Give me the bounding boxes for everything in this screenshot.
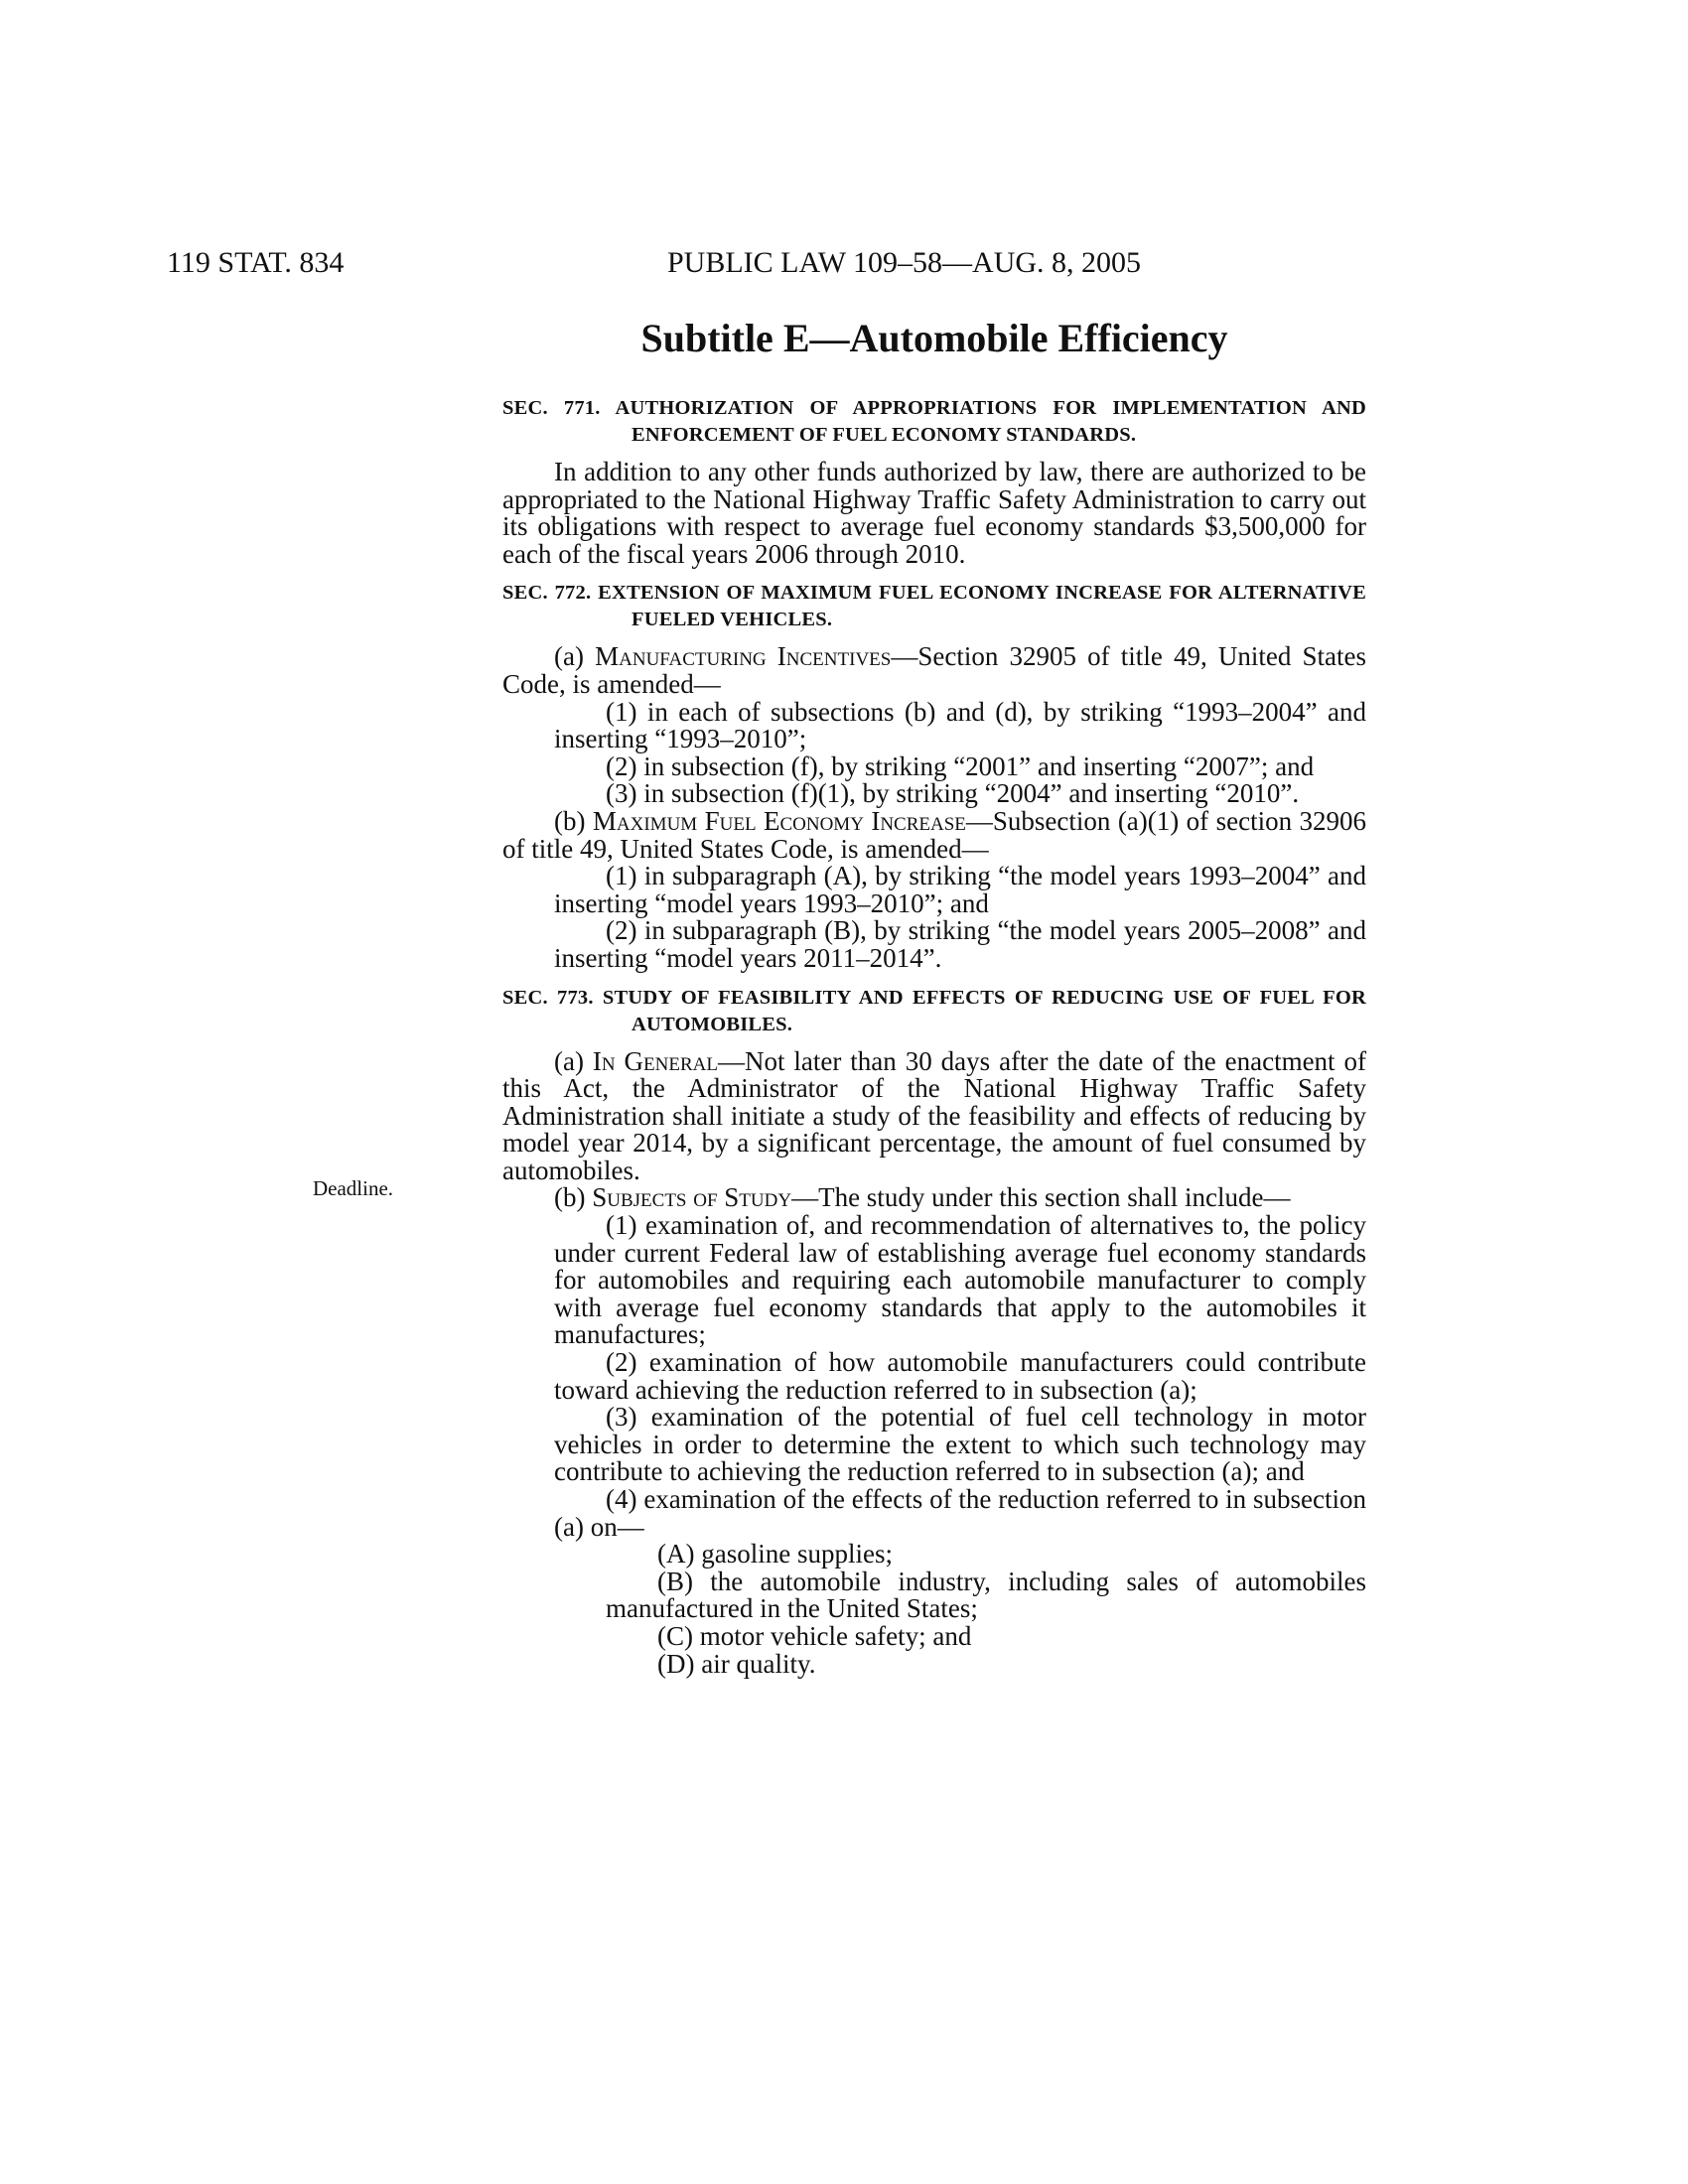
subsection-text: —Subsection (a)(1) of section 32906 of title 49, United States Code, is amended— xyxy=(502,805,1366,864)
statute-page-reference: 119 STAT. 834 xyxy=(167,246,345,279)
list-item: (3) examination of the potential of fuel cell technology in motor vehicles in order to determine the extent to which such technology may contribute to achieving the reduction referred to in subsection (a); and xyxy=(554,1402,1366,1487)
section-772-heading: SEC. 772. EXTENSION OF MAXIMUM FUEL ECONOMY INCREASE FOR ALTERNATIVE FUELED VEHICLES. xyxy=(502,582,1366,631)
section-772-subsection-a xyxy=(502,643,1366,698)
public-law-reference: PUBLIC LAW 109–58—AUG. 8, 2005 xyxy=(667,246,1142,279)
subsection-marker: (b) xyxy=(554,805,586,836)
subsection-caption: Manufacturing Incentives xyxy=(595,641,892,672)
subsection-text: —The study under this section shall include— xyxy=(791,1182,1291,1213)
list-item: (1) examination of, and recommendation of alternatives to, the policy under current Federal law of establishing average fuel economy standards for automobiles and requiring each automobile manufacturer to comply with average fuel economy standards that apply to the automobiles it manufactures; xyxy=(554,1210,1366,1350)
section-773-subsection-b xyxy=(502,1184,1366,1212)
sub-list-item: (A) gasoline supplies; xyxy=(657,1539,893,1570)
sub-list-item: (B) the automobile industry, including sales of automobiles manufactured in the United States; xyxy=(606,1566,1366,1624)
list-item: (2) in subsection (f), by striking “2001” and inserting “2007”; and xyxy=(606,751,1315,781)
list-item: (2) examination of how automobile manufacturers could contribute toward achieving the reduction referred to in subsection (a); xyxy=(554,1347,1366,1405)
subsection-marker: (a) xyxy=(554,1045,584,1076)
section-771-text: In addition to any other funds authorized by law, there are authorized to be appropriated to the National Highway Traffic Safety Administration to carry out its obligations with respect to average fuel economy standards $3,500,000 for each of the fiscal years 2006 through 2010. xyxy=(502,457,1366,569)
subsection-caption: Subjects of Study xyxy=(592,1182,792,1213)
section-773-subsection-a xyxy=(502,1045,1366,1185)
section-771-heading: SEC. 771. AUTHORIZATION OF APPROPRIATIONS FOR IMPLEMENTATION AND ENFORCEMENT OF FUEL ECONOMY STANDARDS. xyxy=(502,397,1366,446)
subsection-text: —Not later than 30 days after the date of the enactment of this Act, the Administrator of the National Highway Traffic Safety Administration shall initiate a study of the feasibility and effects of reducing by model year 2014, by a significant percentage, the amount of fuel consumed by automobiles. xyxy=(502,1045,1366,1185)
subsection-caption: Maximum Fuel Economy Increase xyxy=(592,805,966,836)
subsection-text: —Section 32905 of title 49, United States Code, is amended— xyxy=(502,641,1367,699)
list-item: (3) in subsection (f)(1), by striking “2004” and inserting “2010”. xyxy=(606,778,1300,809)
subtitle-heading: Subtitle E—Automobile Efficiency xyxy=(640,316,1228,360)
list-item: (1) in subparagraph (A), by striking “the model years 1993–2004” and inserting “model years 1993–2010”; and xyxy=(554,861,1366,918)
list-item: (1) in each of subsections (b) and (d), by striking “1993–2004” and inserting “1993–2010”; xyxy=(554,696,1366,754)
sub-list-item: (D) air quality. xyxy=(657,1648,816,1679)
margin-note-deadline: Deadline. xyxy=(313,1176,394,1200)
section-772-subsection-b xyxy=(502,805,1366,864)
document-body xyxy=(502,395,1366,1678)
sub-list-item: (C) motor vehicle safety; and xyxy=(657,1620,972,1651)
subsection-caption: In General xyxy=(592,1045,718,1076)
subsection-marker: (a) xyxy=(554,641,584,672)
list-item: (4) examination of the effects of the reduction referred to in subsection (a) on— xyxy=(554,1484,1366,1542)
section-773-heading: SEC. 773. STUDY OF FEASIBILITY AND EFFECTS OF REDUCING USE OF FUEL FOR AUTOMOBILES. xyxy=(502,986,1366,1035)
list-item: (2) in subparagraph (B), by striking “the model years 2005–2008” and inserting “model years 2011–2014”. xyxy=(554,915,1366,973)
subsection-marker: (b) xyxy=(554,1182,586,1213)
